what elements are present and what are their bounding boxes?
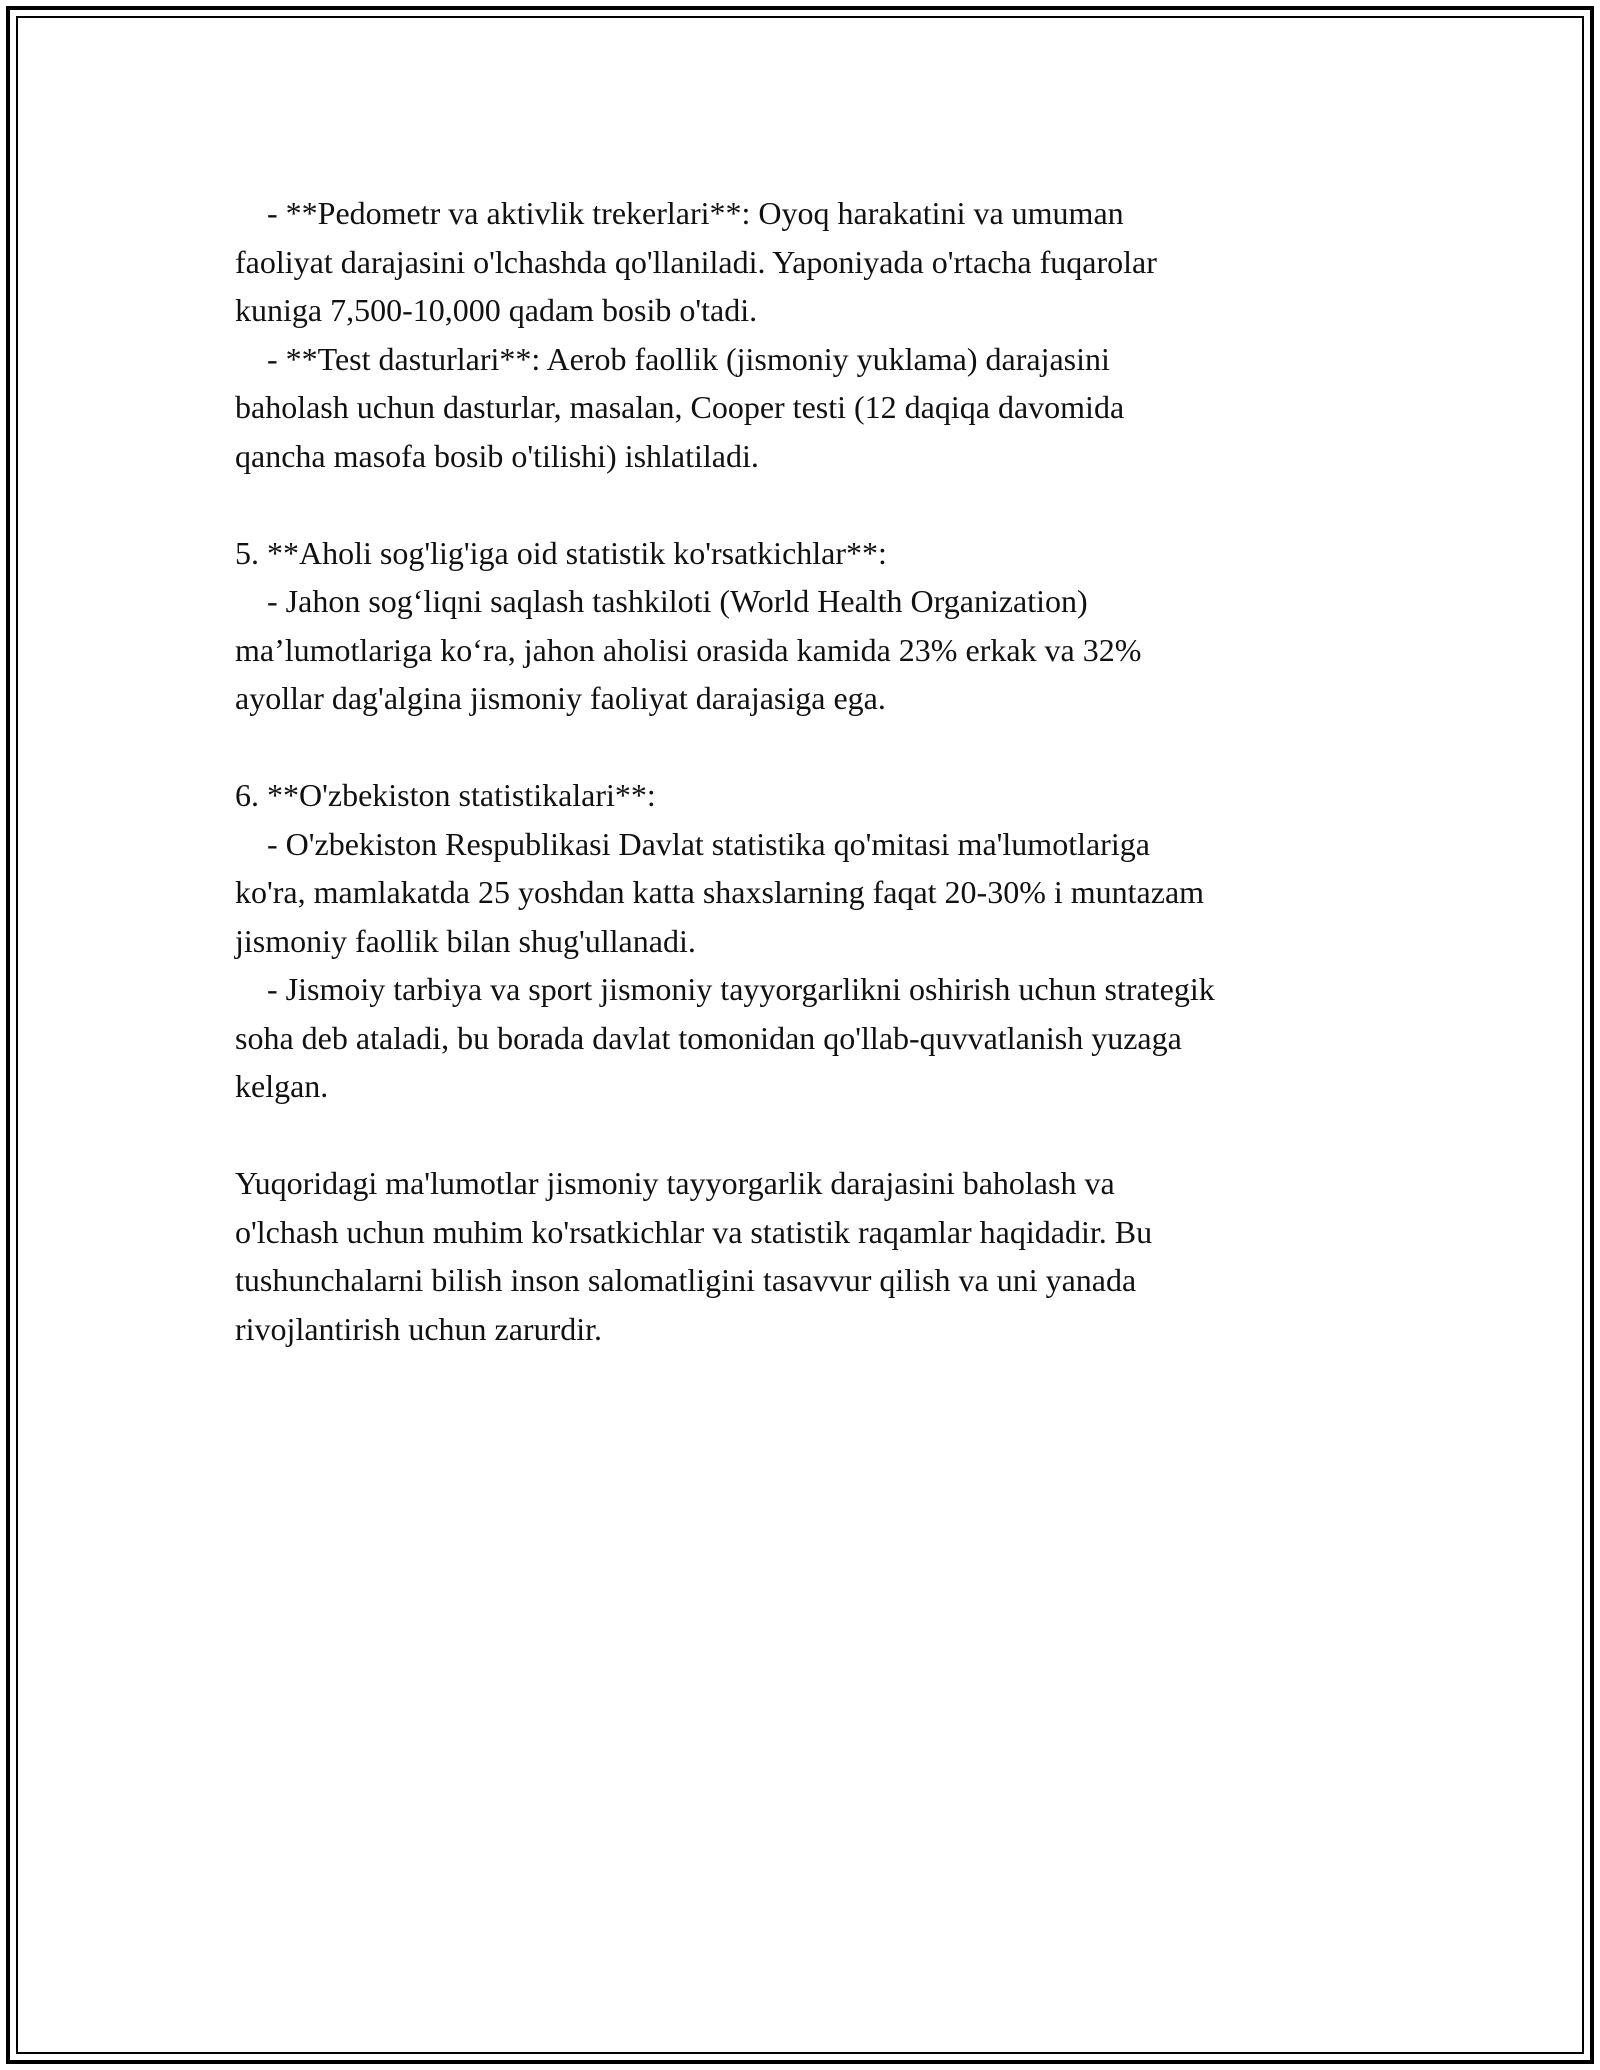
section-heading: 5. **Aholi sog'lig'iga oid statistik ko'rsatkichlar**: [235,534,887,571]
text-line: ko'ra, mamlakatda 25 yoshdan katta shaxslarning faqat 20-30% i muntazam [235,874,1205,910]
section-heading: 6. **O'zbekiston statistikalari**: [235,777,656,813]
paragraph-gap [235,1111,1395,1160]
text-line: - **Test dasturlari**: Aerob faollik (jismoniy yuklama) darajasini [235,340,1110,377]
text-line: baholash uchun dasturlar, masalan, Cooper testi (12 daqiqa davomida [235,389,1125,425]
text-line: soha deb ataladi, bu borada davlat tomonidan qo'llab-quvvatlanish yuzaga [235,1019,1182,1056]
text-line: - Jismoiy tarbiya va sport jismoniy tayyorgarlikni oshirish uchun strategik [235,971,1215,1007]
text-line: jismoniy faollik bilan shug'ullanadi. [235,922,696,959]
paragraph-gap [235,480,1395,529]
document-body [235,189,1395,1353]
text-line: faoliyat darajasini o'lchashda qo'llaniladi. Yaponiyada o'rtacha fuqarolar [235,243,1157,280]
paragraph-health-statistics [235,529,1395,723]
paragraph-conclusion [235,1159,1395,1353]
text-line: rivojlantirish uchun zarurdir. [235,1310,603,1347]
text-line: - **Pedometr va aktivlik trekerlari**: Oyoq harakatini va umuman [235,195,1124,231]
text-line: - O'zbekiston Respublikasi Davlat statistika qo'mitasi ma'lumotlariga [235,825,1150,862]
paragraph-gap [235,723,1395,772]
text-line: tushunchalarni bilish inson salomatligini tasavvur qilish va uni yanada [235,1262,1137,1298]
text-line: ma’lumotlariga ko‘ra, jahon aholisi orasida kamida 23% erkak va 32% [235,631,1142,668]
text-line: ayollar dag'algina jismoniy faoliyat darajasiga ega. [235,680,886,716]
text-line: kelgan. [235,1068,329,1104]
text-line: - Jahon sog‘liqni saqlash tashkiloti (World Health Organization) [235,583,1088,619]
text-line: o'lchash uchun muhim ko'rsatkichlar va statistik raqamlar haqidadir. Bu [235,1213,1153,1250]
text-line: kuniga 7,500-10,000 qadam bosib o'tadi. [235,292,758,328]
text-line: Yuqoridagi ma'lumotlar jismoniy tayyorgarlik darajasini baholash va [235,1165,1115,1201]
text-line: qancha masofa bosib o'tilishi) ishlatiladi. [235,437,759,474]
paragraph-measurement-tools [235,189,1395,480]
paragraph-uzbekistan-statistics [235,771,1395,1111]
